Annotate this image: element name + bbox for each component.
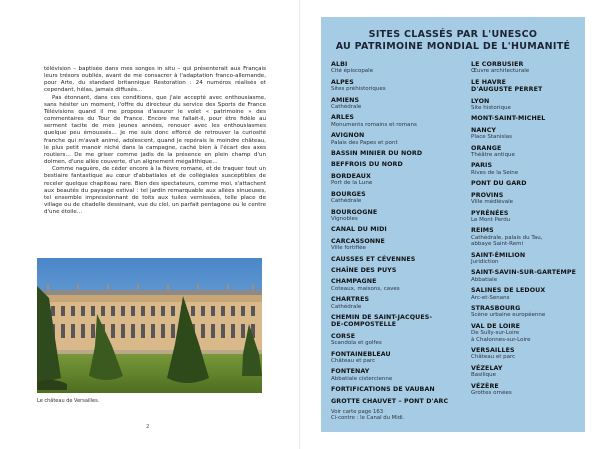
site-description: Coteaux, maisons, caves [331,285,400,292]
site-name: NANCY [471,126,497,134]
body-text [44,66,266,216]
site-entry [471,210,581,224]
site-name: ALBI [331,61,348,68]
panel-title [321,29,585,53]
site-entry [331,226,461,233]
site-entry [331,150,461,157]
site-description: Cathédrale, palais du Tau, abbaye Saint-Remi [471,234,543,248]
site-entry [331,191,461,205]
paragraph: Comme naguère, de céder encore à la fièvre romane, et de traquer tout un bestiaire fantastique au cœur d'abbatiales et de collégiales susceptibles de receler quelque chapiteau rare. Bien des spectateurs, comme moi, s'attachent aux beautés du paysage estival : tel jardin remarquable aux allées sinueuses, tel ensemble impressionnant de toits aux tuiles vernissées, telle place de village ou de citadelle dessinant, vue du ciel, un parfait pentagone ou le centre d'une étoile… [44,166,266,216]
site-entry [331,114,461,128]
site-entry [471,180,581,187]
site-description: Abbatiale [471,276,498,283]
site-name: FONTENAY [331,368,370,376]
site-name: ALPES [331,78,354,86]
site-name: CANAL DU MIDI [331,226,387,234]
site-name: REIMS [471,227,494,235]
site-entry [331,79,461,93]
site-entry [471,269,581,283]
site-description: Basilique [471,372,496,379]
site-name: BOURGES [331,190,366,198]
site-description: Ville fortifiée [331,245,366,252]
page-number: 2 [146,424,150,430]
site-name: PARIS [471,162,493,170]
site-entry [471,323,581,343]
site-description: Juridiction [471,258,499,265]
site-name: SAINT-ÉMILION [471,251,526,259]
site-entry [471,79,581,94]
site-description: Sites préhistoriques [331,86,386,93]
site-name: BEFFROIS DU NORD [331,161,403,169]
site-entry [471,162,581,176]
site-entry [471,287,581,301]
site-entry [331,368,461,382]
site-entry [331,278,461,292]
site-name: MONT-SAINT-MICHEL [471,115,546,123]
site-entry [331,61,461,75]
site-entry [331,97,461,111]
site-entry [471,98,581,112]
site-name: FONTAINEBLEAU [331,350,391,358]
panel-title-line: AU PATRIMOINE MONDIAL DE L'HUMANITÉ [335,41,571,52]
site-description: Cathédrale [331,303,362,310]
site-name: CHAMPAGNE [331,278,377,286]
site-description: Monuments romains et romans [331,121,417,128]
site-entry [331,256,461,263]
site-entry [331,386,461,393]
sites-column-right [471,61,581,400]
site-description: Site historique [471,105,511,112]
map-note-line: Ci-contre : le Canal du Midi. [331,415,405,422]
site-name: CAUSSES ET CÉVENNES [331,255,416,263]
paragraph: télévision – baptisée dans mes songes in situ – qui présenterait aux Français leurs trésors oubliés, avant de me consacrer à l'adaptation franco-allemande, pour Arte, du standard britannique Restoration : 24 numéros réalisés et cependant, hélas, jamais diffusés… [44,66,266,94]
site-description: Scandola et golfes [331,340,382,347]
site-name: BASSIN MINIER DU NORD [331,150,423,158]
site-description: Ville médiévale [471,199,514,206]
site-name: PROVINS [471,191,504,199]
site-name: FORTIFICATIONS DE VAUBAN [331,386,435,394]
site-name: CHARTRES [331,296,370,304]
site-name: SALINES DE LEDOUX [471,287,546,295]
site-description: Scène urbaine européenne [471,312,546,319]
site-name: VERSAILLES [471,347,515,354]
site-description: Château et parc [331,358,376,364]
site-name: CARCASSONNE [331,237,385,245]
site-description: Abbatiale cistercienne [331,375,393,382]
site-entry [331,333,461,347]
site-name: GROTTE CHAUVET – PONT D'ARC [331,397,449,405]
site-description: Le Mont Perdu [471,216,511,223]
site-entry [471,145,581,159]
site-name: STRASBOURG [471,304,521,312]
site-description: Cité épiscopale [331,68,374,75]
unesco-sites-panel [321,17,585,432]
site-description: Cathédrale [331,198,362,205]
site-entry [471,227,581,247]
site-entry [471,252,581,266]
site-description: De Sully-sur-Loire à Chalonnes-sur-Loire [471,330,531,343]
site-name: VAL DE LOIRE [471,322,521,330]
site-entry [331,398,461,405]
site-entry [471,365,581,379]
site-name: LYON [471,97,490,105]
site-entry [331,351,461,365]
site-name: ARLES [331,114,355,122]
site-name: VÉZÈRE [471,382,499,390]
site-name: VÉZELAY [471,364,503,372]
site-description: Palais des Papes et pont [331,139,398,146]
site-entry [471,383,581,397]
site-description: Port de la Lune [331,180,373,187]
site-entry [331,314,461,329]
map-note-line: Voir carte page 163 [331,409,384,416]
site-name: ORANGE [471,144,502,152]
site-entry [331,173,461,187]
panel-title-line: SITES CLASSÉS PAR L'UNESCO [368,29,538,40]
site-entry [471,127,581,141]
site-description: Arc-et-Senans [471,294,510,301]
site-entry [331,267,461,274]
site-description: Rives de la Seine [471,169,519,176]
sites-column-left [331,61,461,422]
site-entry [471,115,581,122]
site-name: AMIENS [331,96,360,104]
site-name: CHAÎNE DES PUYS [331,266,397,274]
photo-caption: Le château de Versailles. [37,398,100,404]
site-entry [331,238,461,252]
site-name: SAINT-SAVIN-SUR-GARTEMPE [471,269,576,277]
site-entry [471,347,581,361]
site-description: Vignobles [331,215,358,222]
site-entry [471,192,581,206]
site-description: Cathédrale [331,104,362,111]
site-name: BORDEAUX [331,172,371,180]
site-name: LE HAVRE D'AUGUSTE PERRET [471,78,543,94]
site-entry [331,209,461,223]
versailles-photo [37,258,262,393]
site-description: Théâtre antique [471,152,515,159]
site-name: PONT DU GARD [471,180,527,188]
site-name: PYRÉNÉES [471,209,509,217]
site-name: AVIGNON [331,132,365,140]
site-name: LE CORBUSIER [471,61,524,68]
site-description: Château et parc [471,354,516,361]
site-description: Place Stanislas [471,134,513,141]
site-name: CORSE [331,332,356,340]
site-description: Grottes ornées [471,390,512,397]
site-entry [331,296,461,310]
site-entry [331,161,461,168]
site-entry [471,61,581,75]
site-entry [331,132,461,146]
paragraph: Pas étonnant, dans ces conditions, que j'aie accepté avec enthousiasme, sans hésiter un moment, l'offre du directeur du service des Sports de France Télévisions quand il me proposa d'assurer le volet « patrimoine » des commentaires du Tour de France. Encore me fallait-il, pour être fidèle au serment tacite de mes jeunes années, renouer avec les enthousiasmes quelque peu émoussés… Je me suis donc efforcé de retrouver la curiosité franche qui m'avait animé, adolescent, quand je repérais le moindre château, le plus petit manoir niché dans la campagne, caché bien à l'écart des axes routiers… De me griser comme jadis de la présence en plein champ d'un dolmen, d'une allée couverte, d'un alignement mégalithique… [44,94,266,166]
map-note [331,409,461,422]
site-description: Œuvre architecturale [471,68,530,75]
site-entry [471,305,581,319]
site-name: BOURGOGNE [331,208,378,216]
site-name: CHEMIN DE SAINT-JACQUES- DE-COMPOSTELLE [331,313,433,329]
